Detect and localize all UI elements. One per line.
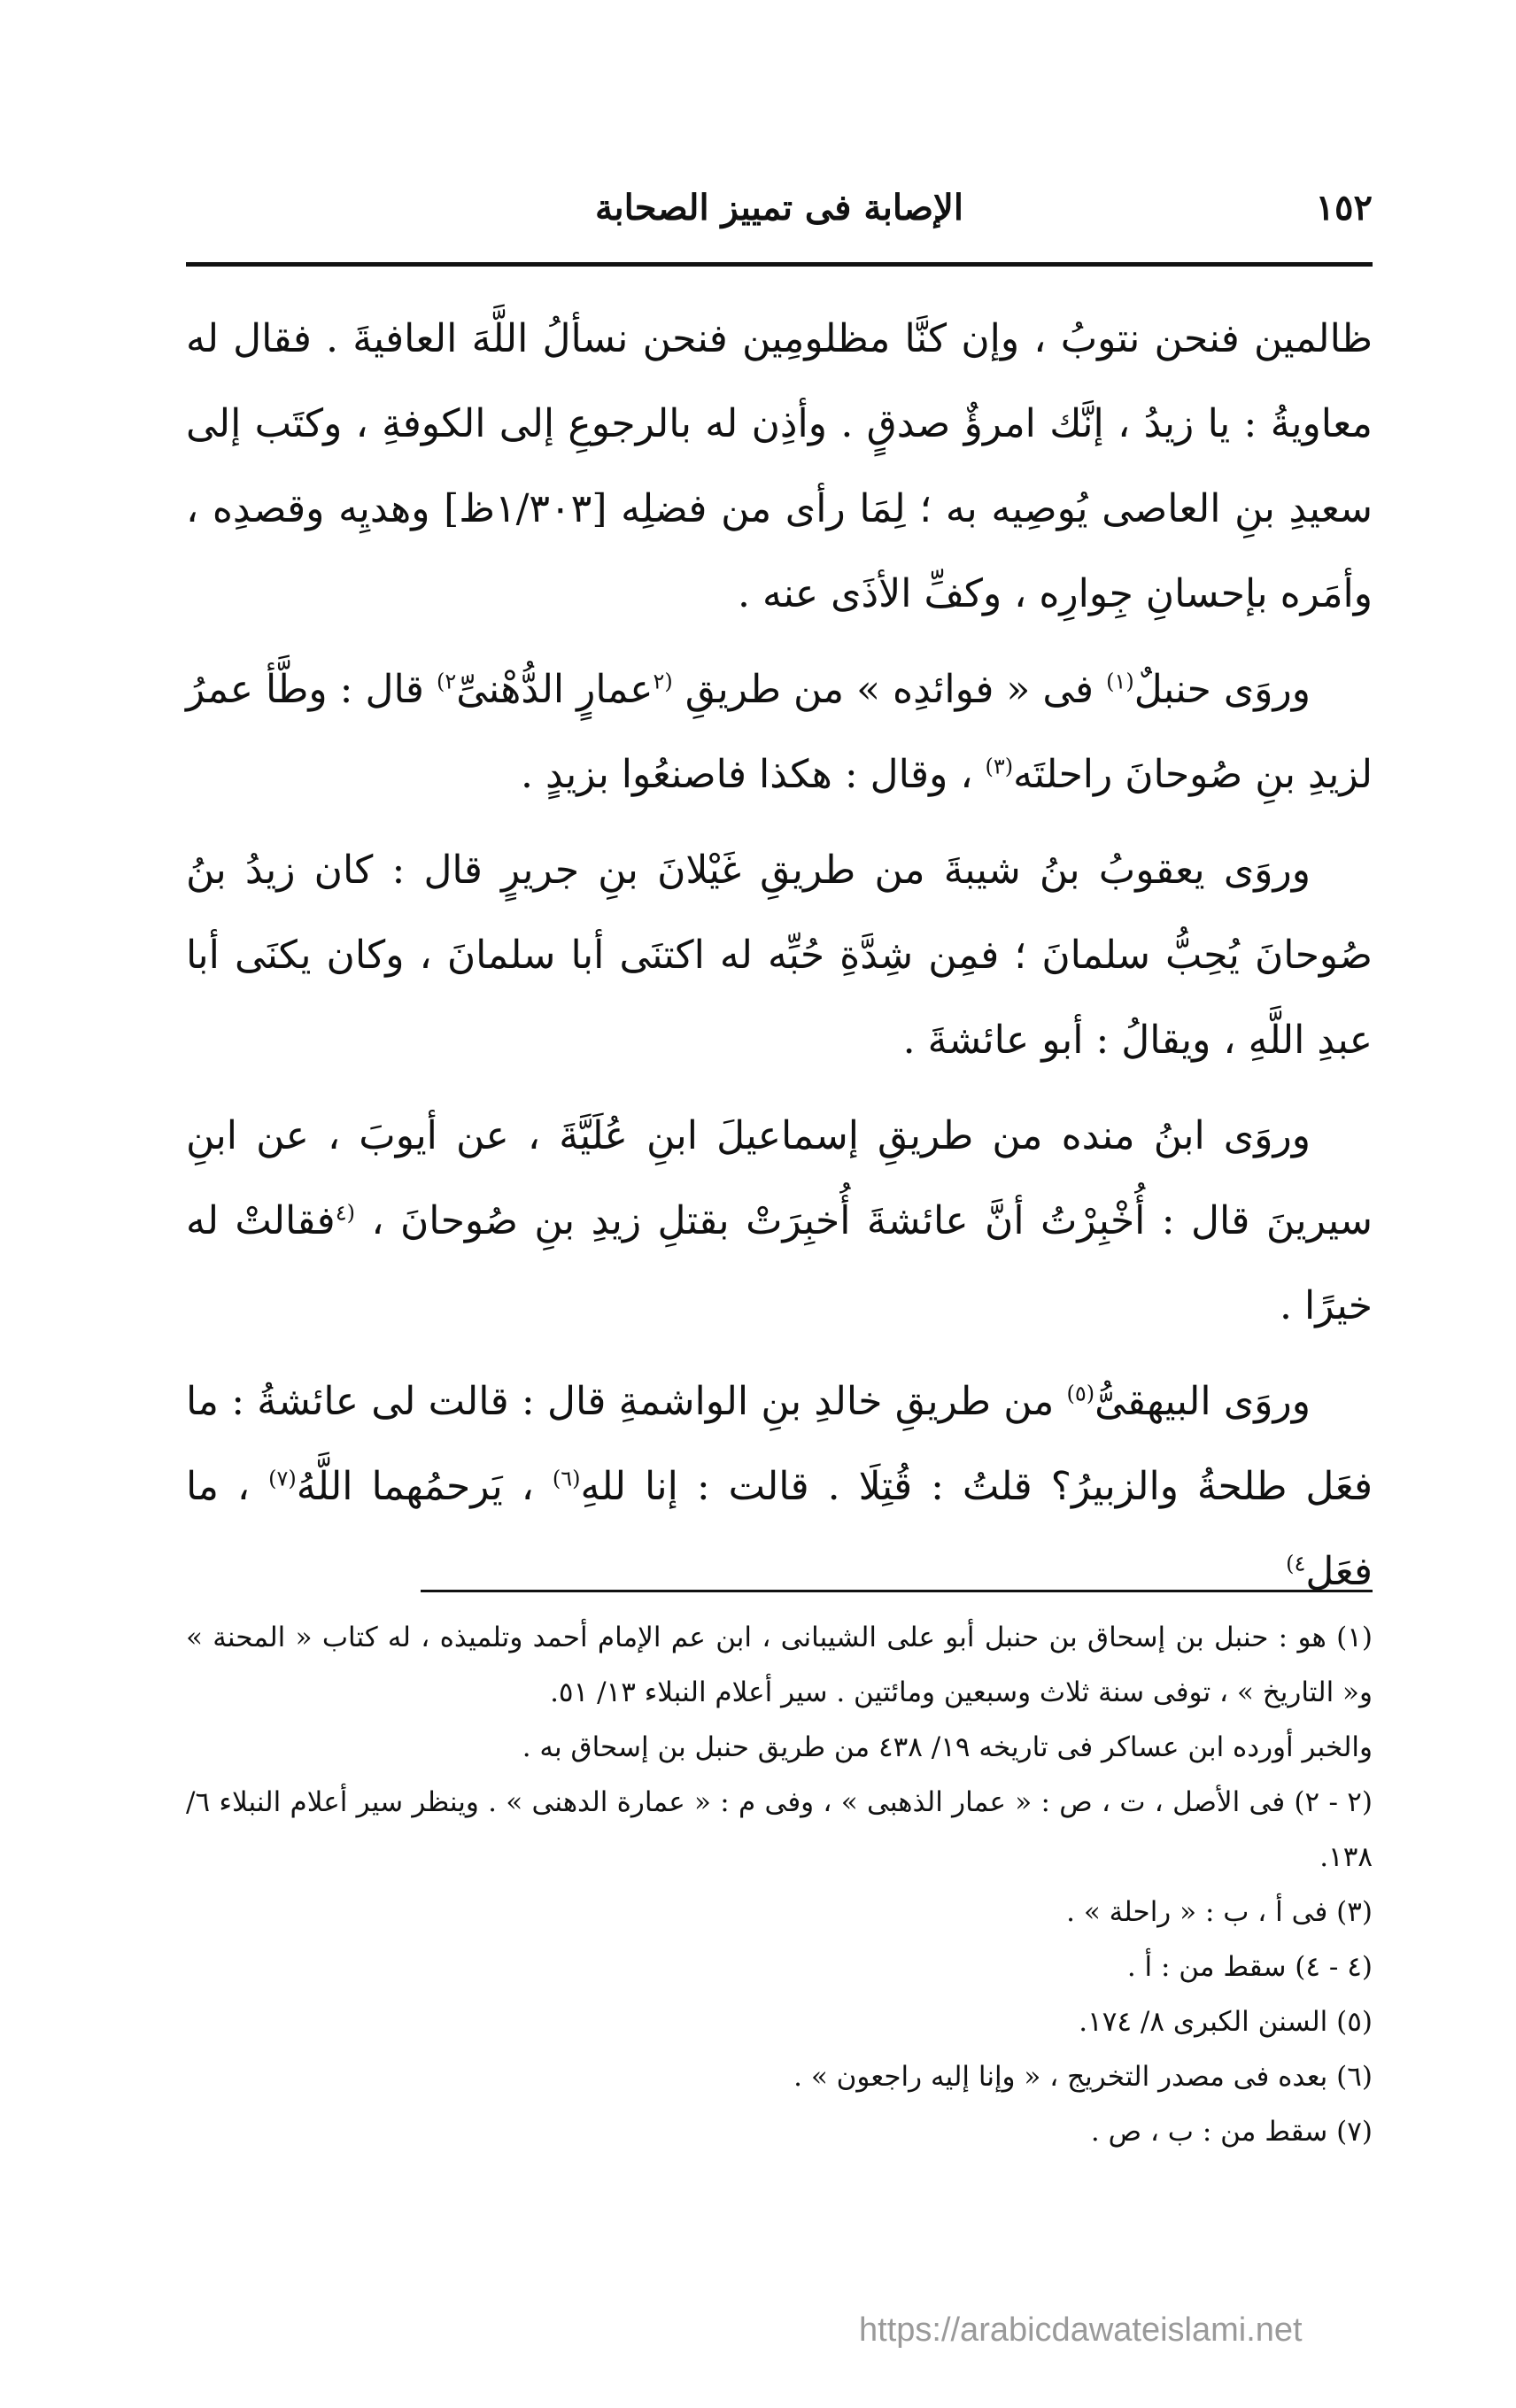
footnote: (٤ - ٤) سقط من : أ .: [1126, 1951, 1373, 1983]
footnote: والخبر أورده ابن عساكر فى تاريخه ١٩/ ٤٣٨ من طريق حنبل بن إسحاق به .: [522, 1731, 1373, 1763]
text-run: وروَى يعقوبُ بنُ شيبةَ من طريقِ غَيْلانَ بنِ جريرٍ قال : كان زيدُ بنُ صُوحانَ يُحِبُّ سلمانَ ؛ فمِن شِدَّةِ حُبِّه له اكتنَى أبا سلمانَ ، وكان يكنَى أبا عبدِ اللَّهِ ، ويقالُ : أبو عائشةَ .: [186, 848, 1373, 1063]
text-run: ، ما فعَل: [186, 1464, 1373, 1594]
text-run: قال : وطَّأ عمرُ لزيدِ بنِ صُوحانَ راحلتَه: [186, 667, 1373, 797]
footnote-ref: (١): [1106, 669, 1134, 694]
text-run: ، يَرحمُهما اللَّهُ: [296, 1464, 553, 1509]
paragraph: [186, 1094, 1373, 1349]
text-run: فقالتْ له خيرًا .: [186, 1198, 1373, 1328]
text-run: من طريقِ خالدِ بنِ الواشمةِ قال : قالت لى عائشةُ : ما فعَل طلحةُ والزبيرُ؟ قلتُ : قُتِلَا . قالت : إنا للهِ: [186, 1379, 1373, 1509]
footnote-rule: [421, 1590, 1373, 1592]
text-run: ظالمين فنحن نتوبُ ، وإن كنَّا مظلومِين فنحن نسألُ اللَّهَ العافيةَ . فقال له معاويةُ : يا زيدُ ، إنَّك امرؤٌ صدقٍ . وأذِن له بالرجوعِ إلى الكوفةِ ، وكتَب إلى سعيدِ بنِ العاصى يُوصِيه به ؛ لِمَا رأى من فضلِه [١/٣٠٣ظ] وهديِه وقصدِه ، وأمَره بإحسانِ جِوارِه ، وكفِّ الأذَى عنه .: [186, 316, 1373, 616]
footnote: (٦) بعده فى مصدر التخريج ، « وإنا إليه راجعون » .: [793, 2061, 1373, 2093]
paragraph: [186, 828, 1373, 1083]
watermark-url: https://arabicdawateislami.net: [859, 2311, 1303, 2349]
footnote-ref: ٢): [436, 669, 457, 694]
footnote-ref: (٧): [268, 1466, 297, 1491]
footnote-ref: (٥): [1066, 1381, 1095, 1406]
text-run: عمارٍ الدُّهْنىِّ: [456, 667, 654, 712]
footnote: (١) هو : حنبل بن إسحاق بن حنبل أبو على الشيبانى ، ابن عم الإمام أحمد وتلميذه ، له كتاب « المحنة » و« التاريخ » ، توفى سنة ثلاث وسبعين ومائتين . سير أعلام النبلاء ١٣/ ٥١.: [186, 1622, 1373, 1708]
text-run: وروَى البيهقىُّ: [1094, 1379, 1311, 1424]
text-run: وروَى ابنُ منده من طريقِ إسماعيلَ ابنِ عُلَيَّةَ ، عن أيوبَ ، عن ابنِ سيرينَ قال : أُخْبِرْتُ أنَّ عائشةَ أُخبِرَتْ بقتلِ زيدِ بنِ صُوحانَ ،: [186, 1113, 1373, 1243]
page-header: [186, 182, 1373, 244]
footnote-ref: (٦): [552, 1466, 581, 1491]
footnote-ref: (٤: [335, 1200, 355, 1226]
footnote: (٧) سقط من : ب ، ص .: [1090, 2116, 1373, 2148]
footnotes: [186, 1610, 1373, 2159]
footnote: (٢ - ٢) فى الأصل ، ت ، ص : « عمار الذهبى » ، وفى م : « عمارة الدهنى » . وينظر سير أعلام النبلاء ٦/ ١٣٨.: [186, 1786, 1373, 1873]
footnote-ref: ٤): [1286, 1551, 1306, 1576]
header-rule: [186, 262, 1373, 267]
footnote-ref: (٣): [985, 754, 1014, 779]
paragraph: [186, 297, 1373, 637]
paragraph: [186, 647, 1373, 817]
footnote: (٣) فى أ ، ب : « راحلة » .: [1066, 1896, 1373, 1928]
text-run: فى « فوائدِه » من طريقِ: [672, 667, 1107, 712]
text-run: وروَى حنبلٌ: [1133, 667, 1311, 712]
footnote-ref: (٢: [653, 669, 673, 694]
main-text: [186, 297, 1373, 1625]
text-run: ، وقال : هكذا فاصنعُوا بزيدٍ .: [520, 752, 986, 797]
page-number: ١٥٢: [1315, 187, 1373, 228]
running-title: الإصابة فى تمييز الصحابة: [595, 187, 963, 228]
footnote: (٥) السنن الكبرى ٨/ ١٧٤.: [1079, 2006, 1373, 2038]
paragraph: [186, 1359, 1373, 1614]
